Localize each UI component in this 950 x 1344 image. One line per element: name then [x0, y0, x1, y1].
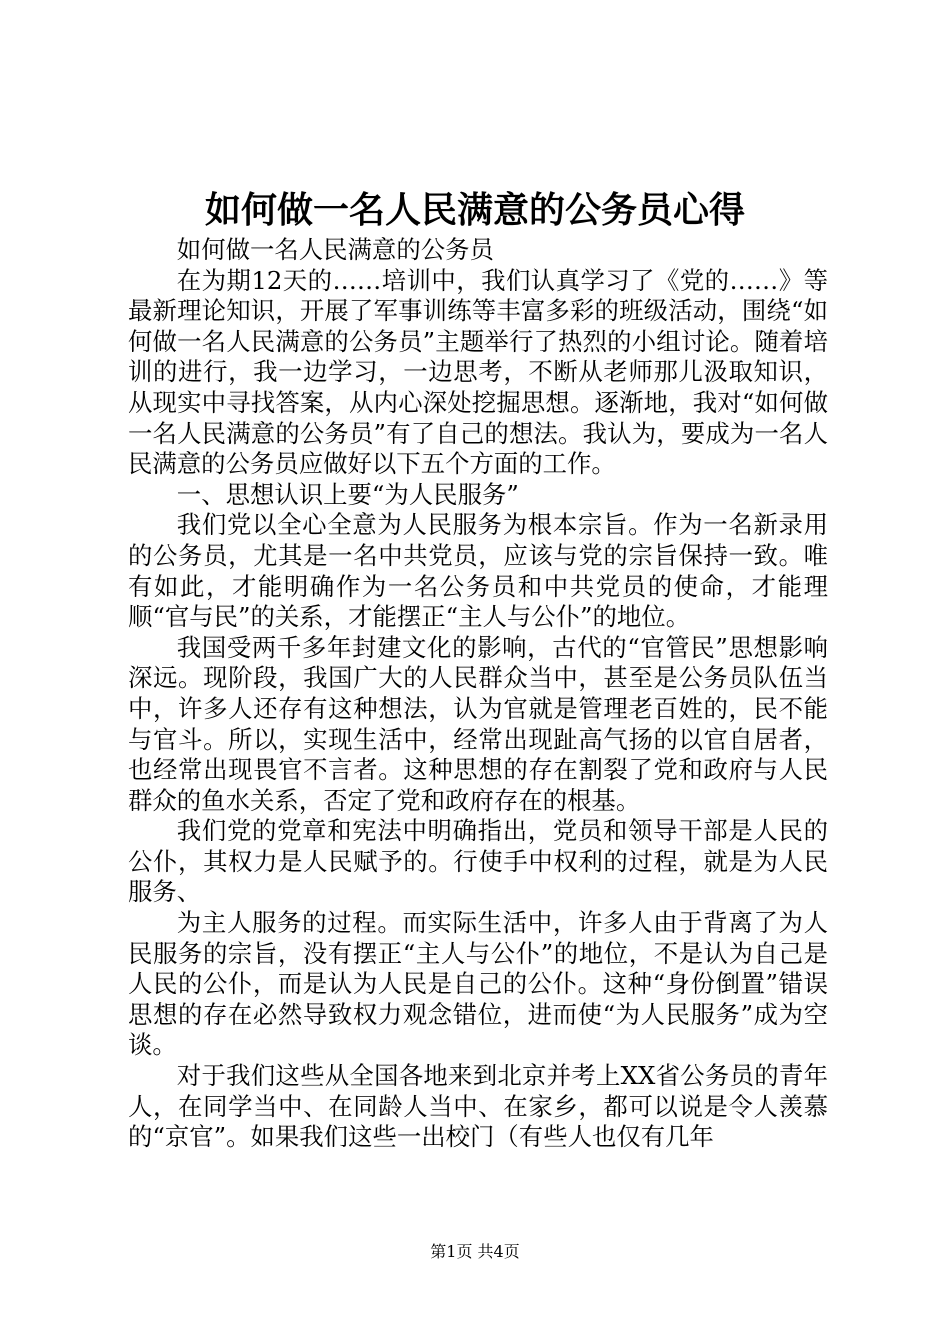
paragraph: 我们党以全心全意为人民服务为根本宗旨。作为一名新录用的公务员，尤其是一名中共党员，应该与党的宗旨保持一致。唯有如此，才能明确作为一名公务员和中共党员的使命，才能理顺“官与民”的关系，才能摆正“主人与公仆”的地位。 [128, 510, 828, 632]
document-title: 如何做一名人民满意的公务员心得 [204, 189, 745, 231]
paragraph-subtitle: 如何做一名人民满意的公务员 [176, 235, 494, 264]
paragraph-intro: 在为期12天的……培训中，我们认真学习了《党的……》等最新理论知识，开展了军事训练等丰富多彩的班级活动，围绕“如何做一名人民满意的公务员”主题举行了热烈的小组讨论。随着培训的进行，我一边学习，一边思考，不断从老师那儿汲取知识，从现实中寻找答案，从内心深处挖掘思想。逐渐地，我对“如何做一名人民满意的公务员”有了自己的想法。我认为，要成为一名人民满意的公务员应做好以下五个方面的工作。 [128, 265, 828, 479]
paragraph: 对于我们这些从全国各地来到北京并考上XX省公务员的青年人，在同学当中、在同龄人当中、在家乡，都可以说是令人羡慕的“京官”。如果我们这些一出校门（有些人也仅有几年 [128, 1061, 828, 1152]
paragraph: 为主人服务的过程。而实际生活中，许多人由于背离了为人民服务的宗旨，没有摆正“主人与公仆”的地位，不是认为自己是人民的公仆，而是认为人民是自己的公仆。这种“身份倒置”错误思想的存在必然导致权力观念错位，进而使“为人民服务”成为空谈。 [128, 908, 828, 1060]
paragraph: 我们党的党章和宪法中明确指出，党员和领导干部是人民的公仆，其权力是人民赋予的。行使手中权利的过程，就是为人民服务、 [128, 816, 828, 907]
page-footer: 第1页 共4页 [430, 1242, 520, 1261]
section-heading-1: 一、思想认识上要“为人民服务” [176, 479, 519, 509]
document-body [128, 235, 828, 1153]
paragraph: 我国受两千多年封建文化的影响，古代的“官管民”思想影响深远。现阶段，我国广大的人民群众当中，甚至是公务员队伍当中，许多人还存有这种想法，认为官就是管理老百姓的，民不能与官斗。所以，实现生活中，经常出现趾高气扬的以官自居者，也经常出现畏官不言者。这种思想的存在割裂了党和政府与人民群众的鱼水关系，否定了党和政府存在的根基。 [128, 632, 828, 815]
